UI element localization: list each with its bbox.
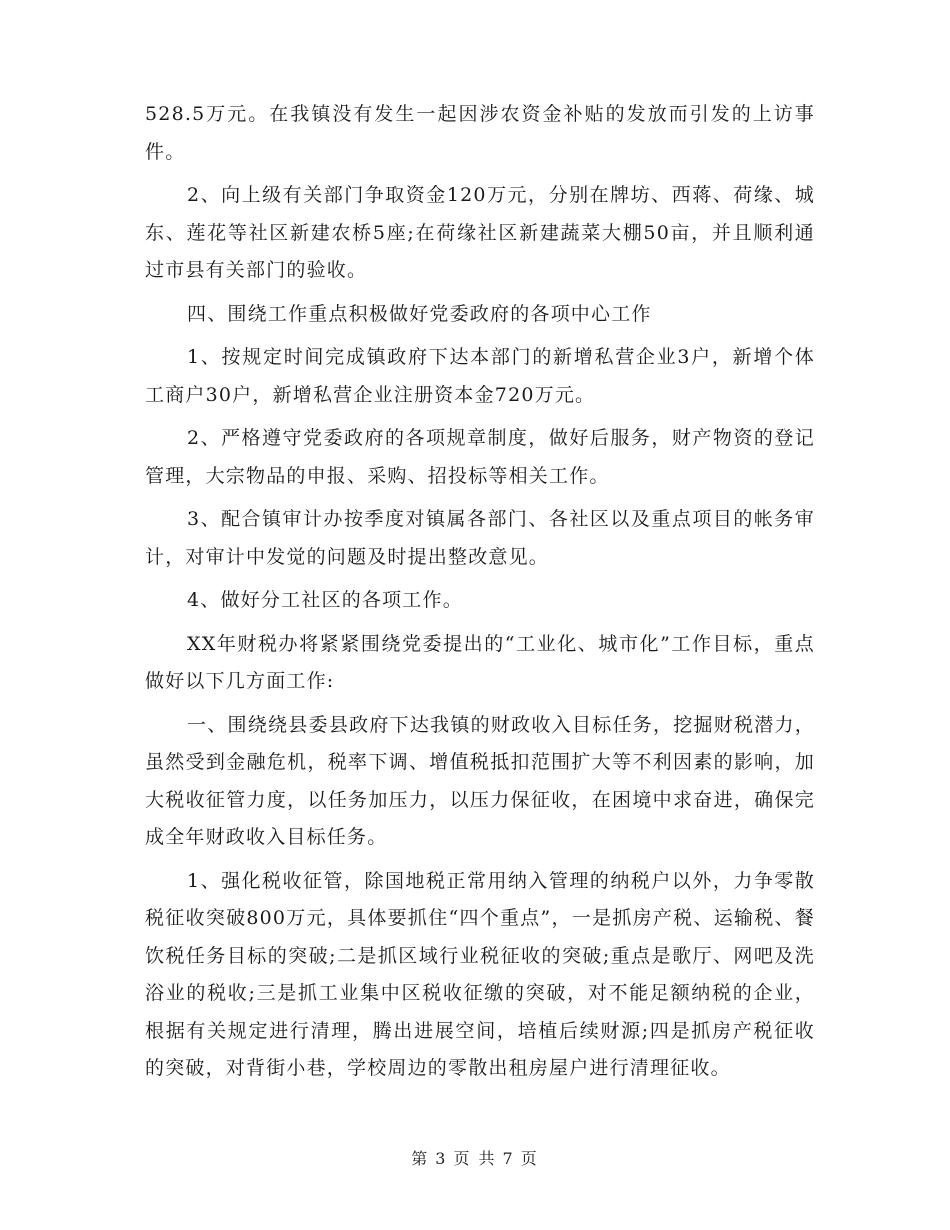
section-heading-4: 四、围绕工作重点积极做好党委政府的各项中心工作 (187, 302, 652, 325)
paragraph-9: 一、围绕绕县委县政府下达我镇的财政收入目标任务，挖掘财税潜力，虽然受到金融危机，税率下调、增值税抵扣范围扩大等不利因素的影响，加大税收征管力度，以任务加压力，以压力保征收，在困境中求奋进，确保完成全年财政收入目标任务。 (145, 713, 815, 848)
paragraph-2: 2、向上级有关部门争取资金120万元，分别在牌坊、西蒋、荷缘、城东、莲花等社区新建农桥5座;在荷缘社区新建蔬菜大棚50亩，并且顺利通过市县有关部门的验收。 (145, 184, 815, 281)
document-body (145, 96, 815, 1094)
footer-total-pages: 7 (502, 1149, 515, 1168)
paragraph-10: 1、强化税收征管，除国地税正常用纳入管理的纳税户以外，力争零散税征收突破800万元，具体要抓住“四个重点”，一是抓房产税、运输税、餐饮税任务目标的突破;二是抓区域行业税征收的突破;重点是歌厅、网吧及洗浴业的税收;三是抓工业集中区税收征缴的突破，对不能足额纳税的企业，根据有关规定进行清理，腾出进展空间，培植后续财源;四是抓房产税征收的突破，对背街小巷，学校周边的零散出租房屋户进行清理征收。 (145, 869, 815, 1079)
paragraph-6: 3、配合镇审计办按季度对镇属各部门、各社区以及重点项目的帐务审计，对审计中发觉的问题及时提出整改意见。 (145, 508, 815, 568)
paragraph-7: 4、做好分工社区的各项工作。 (187, 589, 463, 611)
paragraph-8: XX年财税办将紧紧围绕党委提出的“工业化、城市化”工作目标，重点做好以下几方面工作: (145, 632, 815, 692)
page-footer (0, 1146, 950, 1169)
paragraph-1: 528.5万元。在我镇没有发生一起因涉农资金补贴的发放而引发的上访事件。 (145, 103, 815, 163)
footer-current-page: 3 (435, 1149, 448, 1168)
footer-middle: 页 共 (453, 1149, 497, 1168)
paragraph-4: 1、按规定时间完成镇政府下达本部门的新增私营企业3户，新增个体工商户30户，新增私营企业注册资本金720万元。 (145, 346, 815, 406)
paragraph-5: 2、严格遵守党委政府的各项规章制度，做好后服务，财产物资的登记管理，大宗物品的申报、采购、招投标等相关工作。 (145, 427, 815, 487)
footer-suffix: 页 (520, 1149, 539, 1168)
footer-prefix: 第 (411, 1149, 430, 1168)
